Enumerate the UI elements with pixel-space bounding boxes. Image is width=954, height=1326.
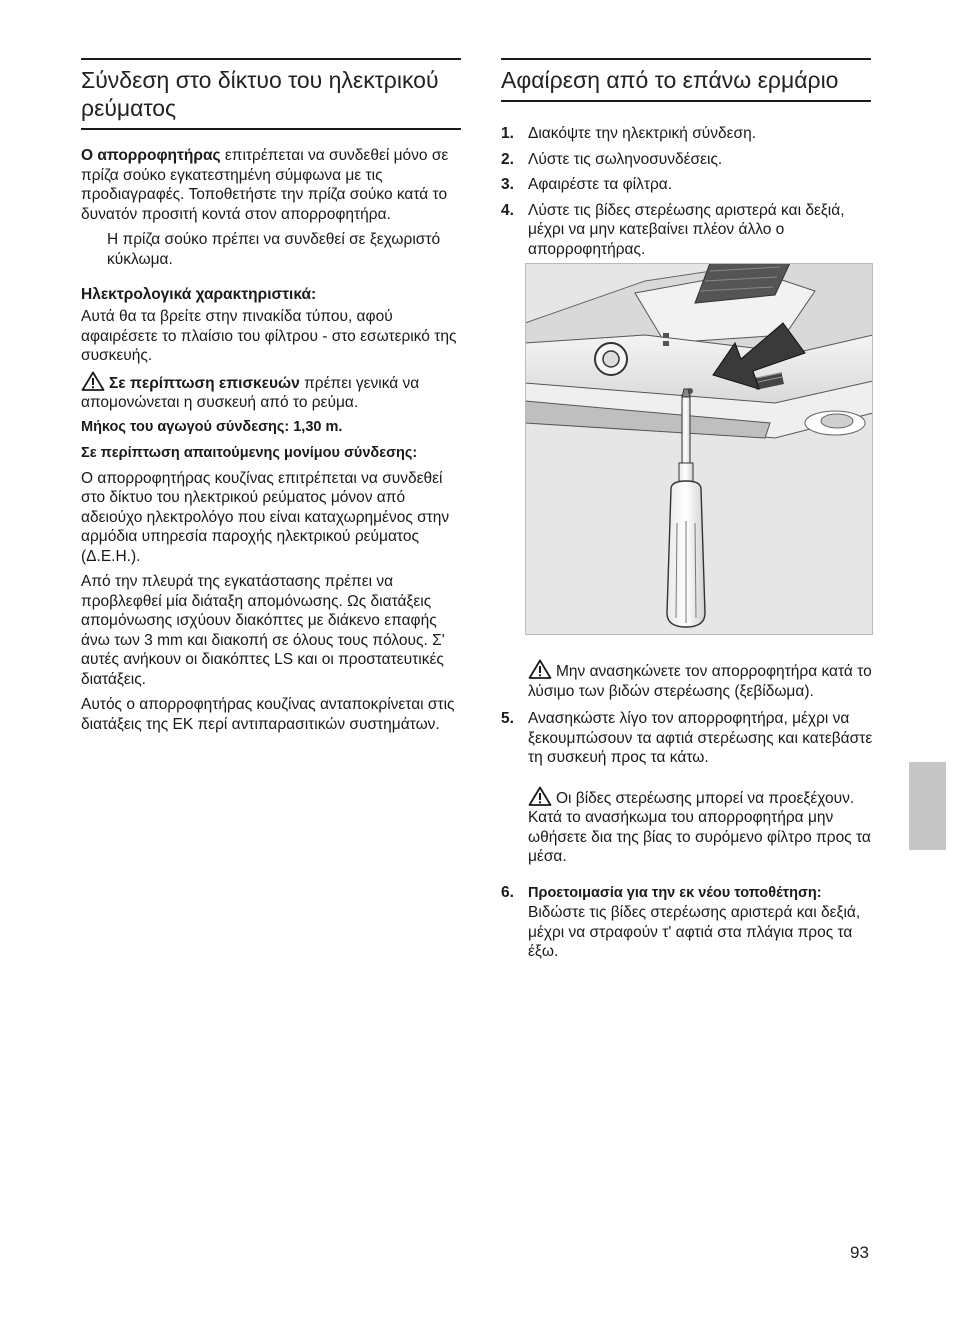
permanent-para-1: Ο απορροφητήρας κουζίνας επιτρέπεται να συνδεθεί στο δίκτυο του ηλεκτρικού ρεύματος μόνον από αδειούχο ηλεκτρολόγο που είναι καταχωρημένος στην αρμόδια υπηρεσία παροχής ηλεκτρικού ρεύματος (Δ.Ε.Η.).: [81, 469, 450, 565]
section-title-block: [501, 58, 871, 102]
section-title-block: [81, 58, 461, 130]
step-item: 1. Διακόψτε την ηλεκτρική σύνδεση.: [501, 125, 757, 142]
specs-heading: Ηλεκτρολογικά χαρακτηριστικά:: [81, 286, 317, 303]
step-item: 4. Λύστε τις βίδες στερέωσης αριστερά και δεξιά, μέχρι να μην κατεβαίνει πλέον άλλο ο απορροφητήρας.: [501, 201, 845, 258]
warning-triangle-icon: [528, 786, 552, 806]
section-title-electrical: Σύνδεση στο δίκτυο του ηλεκτρικού ρεύματος: [81, 67, 439, 121]
cable-length: Μήκος του αγωγού σύνδεσης: 1,30 m.: [81, 418, 343, 435]
step-item: 6. Προετοιμασία για την εκ νέου τοποθέτηση: Βιδώστε τις βίδες στερέωσης αριστερά και δεξιά, μέχρι να στραφούν τ' αφτιά στα πλάγια προς τα έξω.: [501, 883, 861, 960]
warning-note-1: Μην ανασηκώνετε τον απορροφητήρα κατά το λύσιμο των βιδών στερέωσης (ξεβίδωμα).: [501, 659, 873, 701]
section-title-removal: Αφαίρεση από το επάνω ερμάριο: [501, 67, 839, 93]
warning-triangle-icon: [81, 371, 105, 391]
ec-compliance-para: Αυτός ο απορροφητήρας κουζίνας ανταποκρίνεται στις διατάξεις της ΕΚ περί αντιπαρασιτικών συστημάτων.: [81, 696, 455, 733]
warning-note-2: Οι βίδες στερέωσης μπορεί να προεξέχουν. Κατά το ανασήκωμα του απορροφητήρα μην ωθήσετε δια της βίας το συρόμενο φίλτρο προς τα μέσα.: [501, 786, 873, 867]
removal-steps: [501, 124, 873, 259]
left-column: [81, 58, 461, 734]
hood-removal-illustration: [525, 263, 873, 635]
intro-paragraph: [81, 146, 461, 224]
step-item: 3. Αφαιρέστε τα φίλτρα.: [501, 176, 673, 193]
hood-screwdriver-drawing: [525, 263, 873, 635]
right-column: [501, 58, 873, 968]
intro-bold: Ο απορροφητήρας: [81, 147, 221, 164]
intro-text: επιτρέπεται να συνδεθεί μόνο σε πρίζα σούκο εγκατεστημένη σύμφωνα με τις προδιαγραφές. Τοποθετήστε την πρίζα σούκο κατά το δυνατόν προσιτή κοντά στον απορροφητήρα.: [81, 147, 449, 223]
chapter-side-tab: [909, 762, 946, 850]
removal-steps-continued: [501, 709, 873, 768]
repair-text: πρέπει γενικά να απομονώνεται η συσκευή από το ρεύμα.: [81, 374, 420, 411]
specs-text: Αυτά θα τα βρείτε στην πινακίδα τύπου, αφού αφαιρέσετε το πλαίσιο του φίλτρου - στο εσωτερικό της συσκευής.: [81, 308, 457, 364]
socket-note: Η πρίζα σούκο πρέπει να συνδεθεί σε ξεχωριστό κύκλωμα.: [107, 231, 441, 268]
step-item: 2. Λύστε τις σωληνοσυνδέσεις.: [501, 150, 723, 168]
permanent-connection-heading: Σε περίπτωση απαιτούμενης μονίμου σύνδεσης:: [81, 445, 418, 461]
repair-bold: Σε περίπτωση επισκευών: [109, 374, 300, 392]
repair-warning: [81, 371, 461, 413]
step-6-heading: Προετοιμασία για την εκ νέου τοποθέτηση:: [528, 884, 822, 901]
removal-steps-final: [501, 883, 873, 962]
permanent-para-2: Από την πλευρά της εγκατάστασης πρέπει να προβλεφθεί μία διάταξη απομόνωσης. Ως διατάξεις απομόνωσης ισχύουν διακόπτες με διάκενο επαφής άνω των 3 mm και διακοπή σε όλους τους πόλους. Σ' αυτές ανήκουν οι διακόπτες LS και οι προστατευτικές διατάξεις.: [81, 573, 445, 688]
page-number: 93: [850, 1243, 869, 1262]
step-item: 5. Ανασηκώστε λίγο τον απορροφητήρα, μέχρι να ξεκουμπώσουν τα αφτιά στερέωσης και κατεβάστε τη συσκευή προς τα κάτω.: [501, 710, 873, 766]
warning-triangle-icon: [528, 659, 552, 679]
